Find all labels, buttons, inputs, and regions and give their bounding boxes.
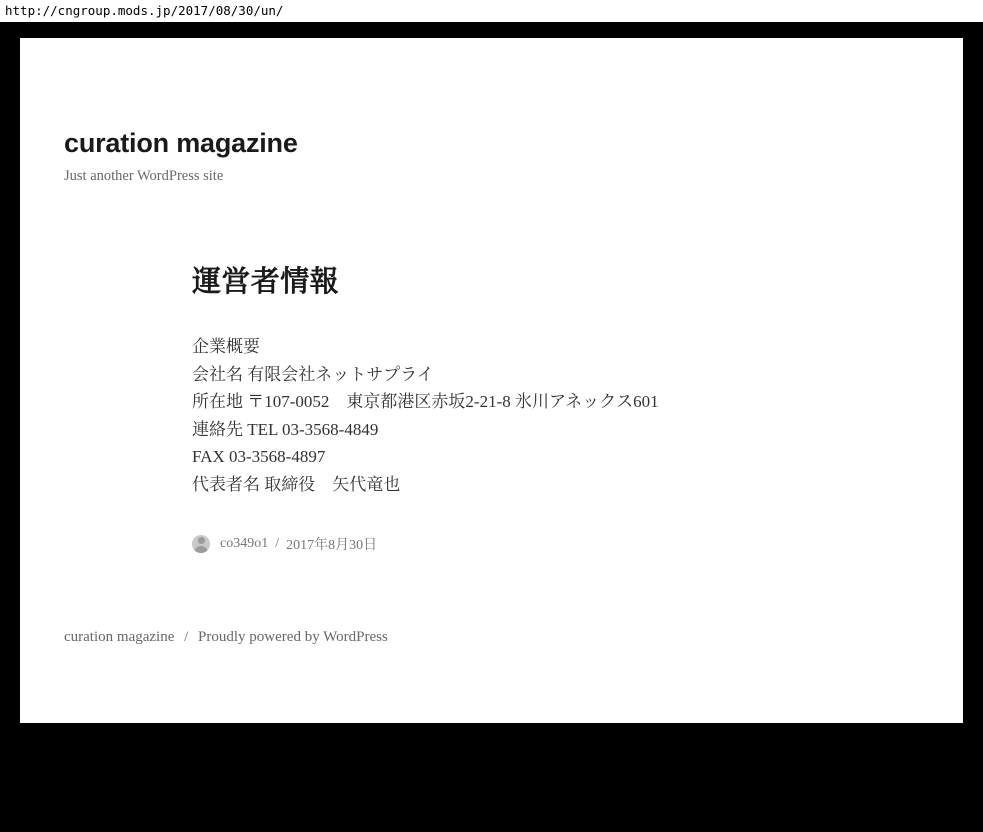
post-content [192, 259, 963, 554]
site-title[interactable]: curation magazine [64, 128, 298, 158]
footer-separator: / [184, 628, 189, 645]
post-line: 企業概要 [192, 337, 260, 356]
avatar [192, 535, 210, 553]
footer-wordpress-credit[interactable]: Proudly powered by WordPress [198, 628, 388, 645]
post-date[interactable]: 2017年8月30日 [286, 537, 378, 553]
url-bar[interactable]: http://cngroup.mods.jp/2017/08/30/un/ [0, 0, 983, 22]
post-meta [192, 534, 963, 554]
site-description: Just another WordPress site [64, 168, 224, 184]
meta-separator: / [275, 535, 280, 551]
post-line: 所在地 〒107-0052 東京都港区赤坂2-21-8 氷川アネックス601 [192, 392, 659, 412]
site-footer [64, 629, 963, 646]
site-header [20, 38, 963, 185]
post-author[interactable]: co349o1 [220, 535, 269, 551]
post-line: 会社名 有限会社ネットサプライ [192, 364, 434, 384]
post-line: FAX 03-3568-4897 [192, 447, 326, 467]
post-line: 連絡先 TEL 03-3568-4849 [192, 419, 379, 439]
page-title: 運営者情報 [192, 266, 340, 298]
page-canvas [20, 38, 963, 723]
post-line: 代表者名 取締役 矢代竜也 [192, 474, 401, 494]
post-body [192, 333, 963, 499]
footer-site-link[interactable]: curation magazine [64, 628, 175, 645]
